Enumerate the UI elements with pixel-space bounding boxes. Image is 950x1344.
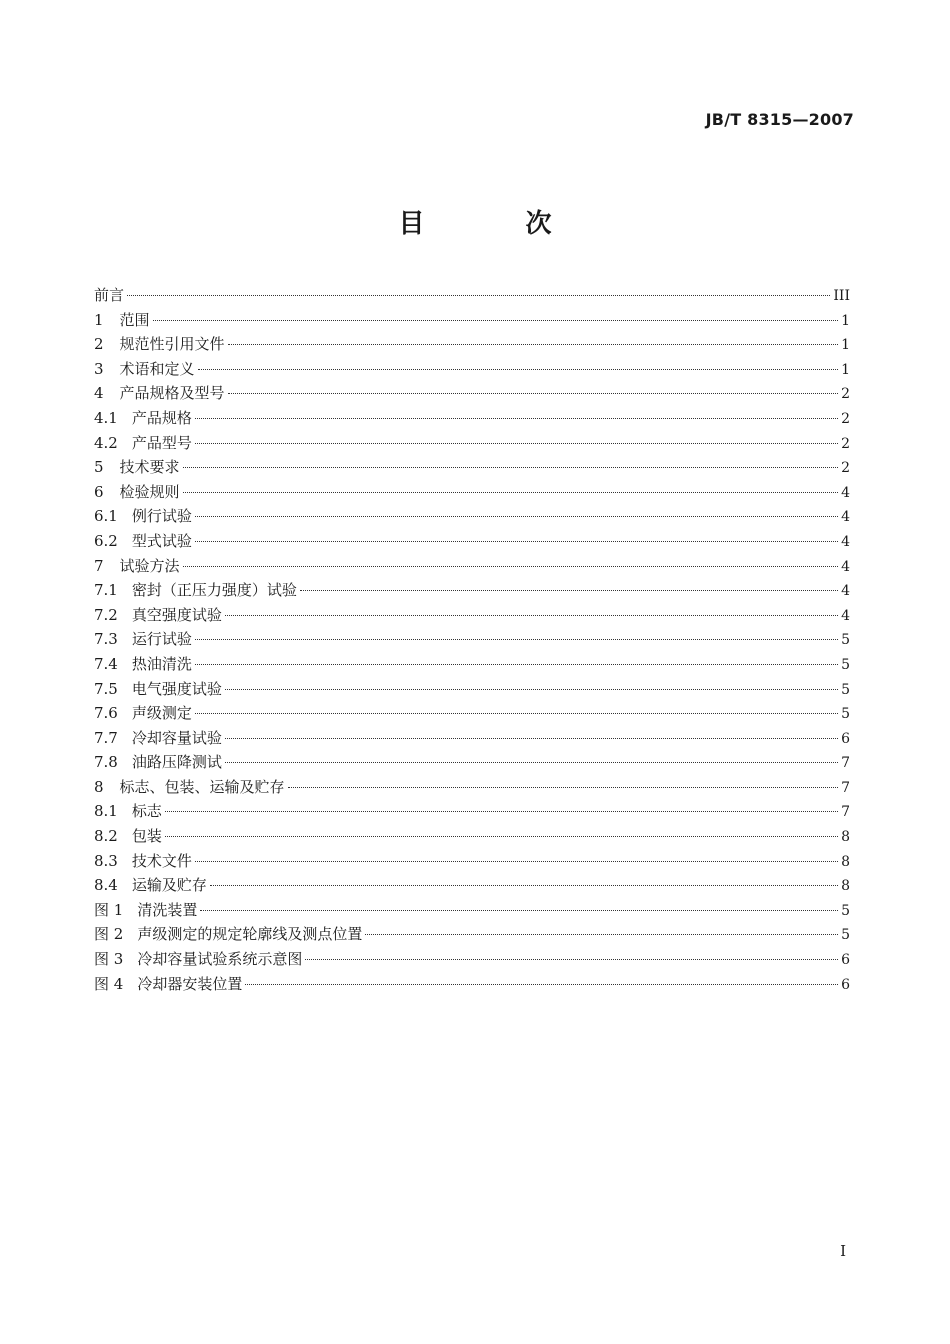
toc-entry-page: 5 [841, 656, 850, 673]
toc-entry-page: 5 [841, 902, 850, 919]
toc-entry-number: 7 [94, 556, 104, 575]
toc-leader-dots [288, 787, 839, 788]
toc-entry-number: 7.6 [94, 704, 118, 723]
toc-entry-page: 4 [841, 607, 850, 624]
toc-leader-dots [195, 418, 838, 419]
toc-entry[interactable] [94, 554, 850, 579]
toc-entry[interactable] [94, 357, 850, 382]
toc-entry[interactable] [94, 455, 850, 480]
toc-leader-dots [127, 295, 830, 296]
toc-entry-number: 7.7 [94, 728, 118, 747]
toc-leader-dots [300, 590, 838, 591]
toc-entry-page: 6 [841, 730, 850, 747]
toc-entry-title: 冷却容量试验 [131, 728, 222, 747]
toc-entry[interactable] [94, 529, 850, 554]
toc-entry-title: 技术文件 [131, 851, 192, 870]
toc-entry-title: 标志 [131, 802, 162, 821]
toc-entry-number: 4.1 [94, 408, 118, 427]
toc-entry[interactable] [94, 701, 850, 726]
toc-entry-title: 冷却容量试验系统示意图 [137, 950, 303, 969]
toc-entry-number: 4 [94, 384, 104, 403]
toc-entry-title: 冷却器安装位置 [137, 974, 243, 993]
toc-leader-dots [228, 393, 839, 394]
toc-entry-number: 图 2 [94, 925, 124, 944]
toc-entry-title: 真空强度试验 [131, 605, 222, 624]
toc-entry-title: 型式试验 [131, 531, 192, 550]
toc-entry[interactable] [94, 947, 850, 972]
toc-entry-title: 产品型号 [131, 433, 192, 452]
toc-entry[interactable] [94, 627, 850, 652]
toc-leader-dots [228, 344, 839, 345]
toc-leader-dots [195, 639, 838, 640]
toc-entry-page: 6 [841, 952, 850, 969]
toc-leader-dots [195, 541, 838, 542]
toc-entry-page: 8 [841, 878, 850, 895]
toc-leader-dots [365, 934, 838, 935]
toc-leader-dots [165, 836, 838, 837]
toc-entry-page: 5 [841, 681, 850, 698]
toc-entry-page: III [833, 288, 850, 304]
toc-entry-title: 标志、包装、运输及贮存 [119, 777, 285, 796]
toc-entry-number: 图 1 [94, 900, 124, 919]
toc-entry-title: 例行试验 [131, 507, 192, 526]
toc-entry-page: 4 [841, 509, 850, 526]
toc-entry[interactable] [94, 480, 850, 505]
toc-entry-number: 8.2 [94, 827, 118, 846]
standard-code: JB/T 8315—2007 [705, 110, 854, 129]
toc-leader-dots [225, 762, 838, 763]
toc-leader-dots [195, 861, 838, 862]
toc-entry-title: 产品规格及型号 [119, 384, 225, 403]
toc-leader-dots [225, 738, 838, 739]
toc-entry[interactable] [94, 603, 850, 628]
toc-entry-page: 7 [841, 779, 850, 796]
toc-entry-page: 2 [841, 386, 850, 403]
toc-leader-dots [210, 885, 838, 886]
toc-entry[interactable] [94, 775, 850, 800]
page-number: I [840, 1242, 846, 1260]
toc-entry-page: 2 [841, 410, 850, 427]
toc-entry-title: 声级测定 [131, 704, 192, 723]
toc-entry-page: 5 [841, 706, 850, 723]
toc-entry-number: 2 [94, 335, 104, 354]
toc-entry-title: 技术要求 [119, 458, 180, 477]
toc-entry-number: 4.2 [94, 433, 118, 452]
toc-entry[interactable] [94, 873, 850, 898]
page-title: 目 次 [398, 209, 598, 239]
toc-entry-number: 7.1 [94, 581, 118, 600]
toc-entry[interactable] [94, 652, 850, 677]
toc-entry-page: 1 [841, 337, 850, 354]
toc-entry-page: 1 [841, 312, 850, 329]
toc-entry-title: 声级测定的规定轮廓线及测点位置 [137, 925, 363, 944]
toc-entry-page: 5 [841, 927, 850, 944]
toc-entry-page: 8 [841, 829, 850, 846]
toc-leader-dots [183, 467, 839, 468]
toc-entry-number: 7.3 [94, 630, 118, 649]
toc-entry-number: 7.4 [94, 654, 118, 673]
toc-entry-page: 7 [841, 804, 850, 821]
toc-entry-title: 前言 [94, 286, 125, 304]
toc-entry-number: 8.4 [94, 876, 118, 895]
toc-entry-number: 7.8 [94, 753, 118, 772]
toc-entry-title: 检验规则 [119, 482, 180, 501]
table-of-contents [94, 283, 850, 996]
toc-leader-dots [195, 664, 838, 665]
toc-entry[interactable] [94, 972, 850, 997]
toc-entry-number: 6.1 [94, 507, 118, 526]
toc-entry-title: 电气强度试验 [131, 679, 222, 698]
toc-entry[interactable] [94, 824, 850, 849]
toc-entry-number: 6 [94, 482, 104, 501]
toc-entry-title: 产品规格 [131, 408, 192, 427]
toc-leader-dots [245, 984, 838, 985]
toc-leader-dots [200, 910, 838, 911]
toc-entry-number: 6.2 [94, 531, 118, 550]
toc-entry-page: 8 [841, 853, 850, 870]
toc-entry[interactable] [94, 799, 850, 824]
toc-leader-dots [198, 369, 839, 370]
toc-entry-number: 7.5 [94, 679, 118, 698]
toc-entry-page: 4 [841, 484, 850, 501]
toc-entry[interactable] [94, 898, 850, 923]
toc-entry-number: 1 [94, 310, 104, 329]
toc-entry-number: 8 [94, 777, 104, 796]
toc-entry-number: 8.3 [94, 851, 118, 870]
toc-entry[interactable] [94, 922, 850, 947]
toc-entry[interactable] [94, 726, 850, 751]
toc-entry-title: 规范性引用文件 [119, 335, 225, 354]
toc-entry-page: 6 [841, 976, 850, 993]
toc-entry-number: 7.2 [94, 605, 118, 624]
toc-entry-number: 图 4 [94, 974, 124, 993]
toc-entry-page: 4 [841, 558, 850, 575]
toc-entry-number: 3 [94, 359, 104, 378]
toc-leader-dots [183, 566, 839, 567]
toc-entry[interactable] [94, 504, 850, 529]
toc-entry-title: 范围 [119, 310, 150, 329]
toc-entry[interactable] [94, 381, 850, 406]
toc-entry-title: 运输及贮存 [131, 876, 207, 895]
toc-entry-title: 密封（正压力强度）试验 [131, 581, 297, 600]
toc-entry-number: 5 [94, 458, 104, 477]
toc-entry[interactable] [94, 578, 850, 603]
toc-entry-title: 油路压降测试 [131, 753, 222, 772]
toc-entry[interactable] [94, 332, 850, 357]
toc-entry-number: 8.1 [94, 802, 118, 821]
toc-leader-dots [305, 959, 838, 960]
toc-leader-dots [225, 689, 838, 690]
toc-entry-title: 清洗装置 [137, 900, 198, 919]
toc-entry-number: 图 3 [94, 950, 124, 969]
toc-leader-dots [183, 492, 839, 493]
toc-entry-page: 1 [841, 361, 850, 378]
toc-entry-page: 2 [841, 435, 850, 452]
toc-entry[interactable] [94, 283, 850, 308]
toc-leader-dots [195, 443, 838, 444]
toc-entry-title: 包装 [131, 827, 162, 846]
toc-entry-title: 试验方法 [119, 556, 180, 575]
toc-entry-page: 4 [841, 533, 850, 550]
toc-leader-dots [165, 811, 838, 812]
toc-entry[interactable] [94, 406, 850, 431]
toc-entry-title: 运行试验 [131, 630, 192, 649]
toc-entry[interactable] [94, 849, 850, 874]
toc-leader-dots [195, 713, 838, 714]
toc-leader-dots [153, 320, 839, 321]
toc-entry-title: 热油清洗 [131, 654, 192, 673]
toc-entry[interactable] [94, 431, 850, 456]
toc-entry[interactable] [94, 750, 850, 775]
toc-entry-title: 术语和定义 [119, 359, 195, 378]
toc-entry-page: 5 [841, 632, 850, 649]
toc-entry-page: 4 [841, 583, 850, 600]
toc-entry[interactable] [94, 677, 850, 702]
toc-entry-page: 2 [841, 460, 850, 477]
toc-entry-page: 7 [841, 755, 850, 772]
toc-leader-dots [195, 516, 838, 517]
toc-entry[interactable] [94, 308, 850, 333]
toc-leader-dots [225, 615, 838, 616]
